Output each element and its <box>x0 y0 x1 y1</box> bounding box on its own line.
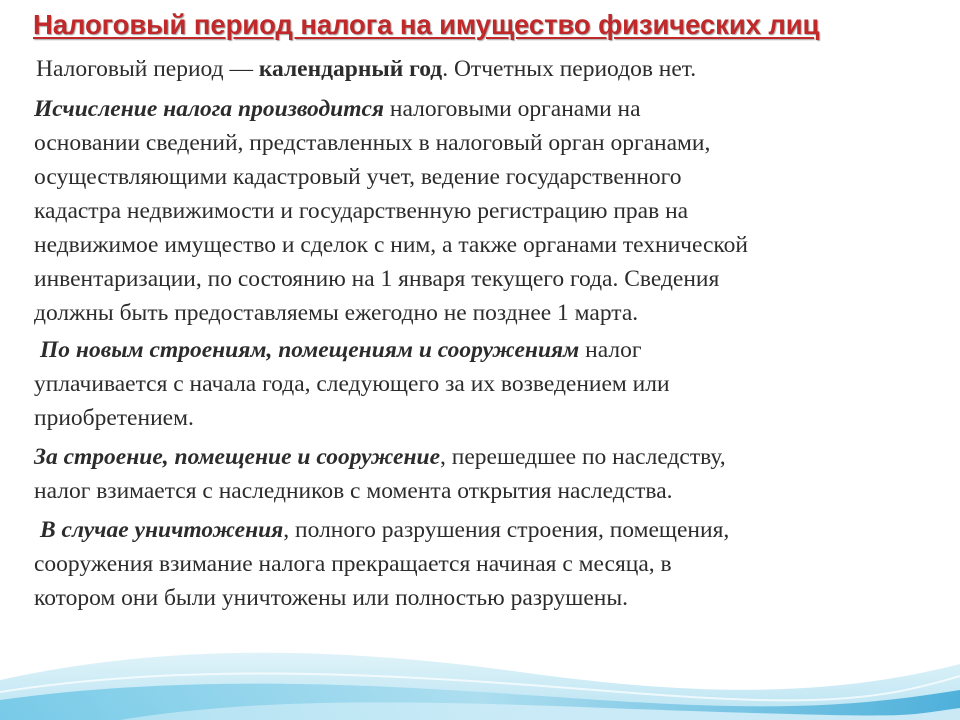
text: налоговыми органами на <box>384 96 641 122</box>
line: осуществляющими кадастровый учет, ведение государственного <box>34 164 682 190</box>
line: котором они были уничтожены или полностью разрушены. <box>34 585 628 611</box>
line: инвентаризации, по состоянию на 1 января текущего года. Сведения <box>34 266 720 292</box>
emphasis-text: За строение, помещение и сооружение <box>34 444 441 470</box>
emphasis-text: По новым строениям, помещениям и сооружениям <box>40 337 580 363</box>
bold-text: календарный год <box>258 56 443 82</box>
line: основании сведений, представленных в налоговый орган органами, <box>34 130 711 156</box>
emphasis-text: Исчисление налога производится <box>34 96 385 122</box>
line: сооружения взимание налога прекращается начиная с месяца, в <box>34 551 672 577</box>
paragraph-tax-period <box>34 52 939 86</box>
line <box>34 52 939 86</box>
emphasis-text: В случае уничтожения <box>40 517 284 543</box>
line <box>34 333 939 367</box>
line: налог взимается с наследников с момента открытия наследства. <box>34 478 673 504</box>
line <box>34 513 939 547</box>
line: должны быть предоставляемы ежегодно не позднее 1 марта. <box>34 300 639 326</box>
paragraph-calculation <box>34 92 939 330</box>
paragraph-inheritance <box>34 440 939 508</box>
line: приобретением. <box>34 405 194 431</box>
text: , полного разрушения строения, помещения, <box>283 517 730 543</box>
line: уплачивается с начала года, следующего за их возведением или <box>34 371 670 397</box>
paragraph-new-buildings <box>34 333 939 435</box>
line: кадастра недвижимости и государственную регистрацию прав на <box>34 198 689 224</box>
text: , перешедшее по наследству, <box>440 444 726 470</box>
text: налог <box>579 337 642 363</box>
paragraph-destruction <box>34 513 939 615</box>
slide-title: Налоговый период налога на имущество физических лиц <box>33 9 820 40</box>
line: недвижимое имущество и сделок с ним, а также органами технической <box>34 232 748 258</box>
line <box>34 440 939 474</box>
text: . Отчетных периодов нет. <box>442 56 697 82</box>
text: Налоговый период — <box>36 56 259 82</box>
line <box>34 92 939 126</box>
